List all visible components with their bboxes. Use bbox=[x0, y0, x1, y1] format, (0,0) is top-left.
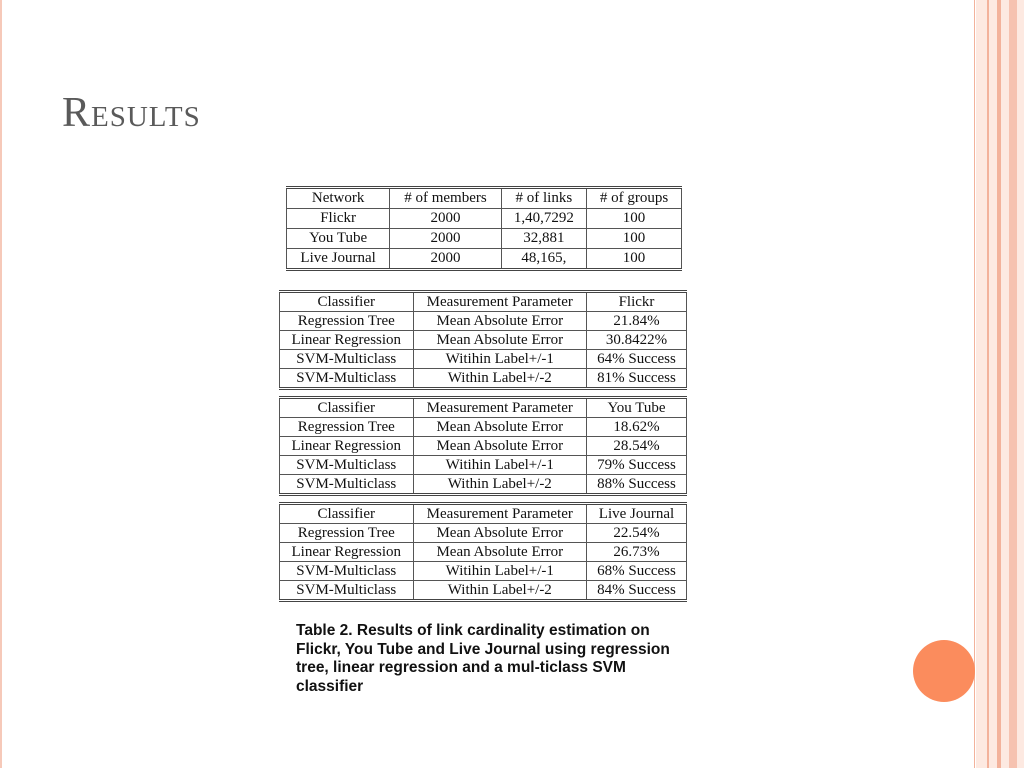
decorative-circle bbox=[913, 640, 975, 702]
table-cell: SVM-Multiclass bbox=[280, 350, 414, 369]
table-header-row bbox=[280, 398, 687, 418]
table-row bbox=[280, 350, 687, 369]
table-cell: 22.54% bbox=[587, 524, 687, 543]
table-row bbox=[280, 312, 687, 331]
table-cell: SVM-Multiclass bbox=[280, 581, 414, 601]
table-row bbox=[280, 456, 687, 475]
table-cell: 30.8422% bbox=[587, 331, 687, 350]
table-cell: 81% Success bbox=[587, 369, 687, 389]
table-cell: 1,40,7292 bbox=[501, 209, 586, 229]
header-cell: Measurement Parameter bbox=[413, 398, 586, 418]
table-header-row bbox=[280, 504, 687, 524]
table-row bbox=[280, 543, 687, 562]
table-row bbox=[287, 209, 682, 229]
table-cell: 28.54% bbox=[587, 437, 687, 456]
table-cell: Mean Absolute Error bbox=[413, 331, 586, 350]
table-cell: 2000 bbox=[390, 249, 502, 270]
header-cell: Live Journal bbox=[587, 504, 687, 524]
header-cell: # of members bbox=[390, 188, 502, 209]
header-cell: Classifier bbox=[280, 398, 414, 418]
table-cell: Mean Absolute Error bbox=[413, 524, 586, 543]
table-cell: 32,881 bbox=[501, 229, 586, 249]
table-cell: Linear Regression bbox=[280, 437, 414, 456]
table-cell: Mean Absolute Error bbox=[413, 418, 586, 437]
table-cell: 79% Success bbox=[587, 456, 687, 475]
table-cell: Linear Regression bbox=[280, 543, 414, 562]
table-cell: 100 bbox=[586, 229, 681, 249]
table-cell: 2000 bbox=[390, 229, 502, 249]
header-cell: You Tube bbox=[587, 398, 687, 418]
table-cell: SVM-Multiclass bbox=[280, 562, 414, 581]
header-cell: # of groups bbox=[586, 188, 681, 209]
table-cell: 88% Success bbox=[587, 475, 687, 495]
flickr-results-table bbox=[279, 290, 687, 390]
table-cell: 84% Success bbox=[587, 581, 687, 601]
table-cell: SVM-Multiclass bbox=[280, 456, 414, 475]
table-cell: Mean Absolute Error bbox=[413, 312, 586, 331]
table-row bbox=[280, 581, 687, 601]
table-cell: Mean Absolute Error bbox=[413, 543, 586, 562]
table-cell: You Tube bbox=[287, 229, 390, 249]
table-caption: Table 2. Results of link cardinality estimation on Flickr, You Tube and Live Journal using regression tree, linear regression and a mul-ticlass SVM classifier bbox=[296, 622, 670, 695]
table-row bbox=[280, 524, 687, 543]
table-cell: 26.73% bbox=[587, 543, 687, 562]
table-cell: 2000 bbox=[390, 209, 502, 229]
table-row bbox=[280, 562, 687, 581]
slide-title: Results bbox=[62, 90, 201, 136]
table-cell: Regression Tree bbox=[280, 524, 414, 543]
table-cell: 18.62% bbox=[587, 418, 687, 437]
table-cell: SVM-Multiclass bbox=[280, 475, 414, 495]
network-stats-table bbox=[286, 186, 682, 271]
table-row bbox=[287, 249, 682, 270]
table-cell: SVM-Multiclass bbox=[280, 369, 414, 389]
table-cell: Flickr bbox=[287, 209, 390, 229]
table-cell: Linear Regression bbox=[280, 331, 414, 350]
header-cell: Measurement Parameter bbox=[413, 504, 586, 524]
decorative-stripes bbox=[974, 0, 1024, 768]
header-cell: Flickr bbox=[587, 292, 687, 312]
table-cell: 21.84% bbox=[587, 312, 687, 331]
table-cell: Within Label+/-2 bbox=[413, 369, 586, 389]
table-cell: 100 bbox=[586, 209, 681, 229]
table-cell: Within Label+/-2 bbox=[413, 581, 586, 601]
table-row bbox=[280, 331, 687, 350]
livejournal-results-table bbox=[279, 502, 687, 602]
table-row bbox=[287, 229, 682, 249]
table-cell: 48,165, bbox=[501, 249, 586, 270]
header-cell: Classifier bbox=[280, 292, 414, 312]
table-header-row bbox=[280, 292, 687, 312]
table-cell: Witihin Label+/-1 bbox=[413, 456, 586, 475]
table-cell: Regression Tree bbox=[280, 418, 414, 437]
table-cell: Live Journal bbox=[287, 249, 390, 270]
table-cell: 100 bbox=[586, 249, 681, 270]
table-cell: 68% Success bbox=[587, 562, 687, 581]
table-cell: Mean Absolute Error bbox=[413, 437, 586, 456]
header-cell: Classifier bbox=[280, 504, 414, 524]
table-row bbox=[280, 475, 687, 495]
table-cell: 64% Success bbox=[587, 350, 687, 369]
youtube-results-table bbox=[279, 396, 687, 496]
table-row bbox=[280, 437, 687, 456]
table-header-row bbox=[287, 188, 682, 209]
table-cell: Witihin Label+/-1 bbox=[413, 350, 586, 369]
table-row bbox=[280, 369, 687, 389]
table-cell: Within Label+/-2 bbox=[413, 475, 586, 495]
header-cell: Measurement Parameter bbox=[413, 292, 586, 312]
header-cell: # of links bbox=[501, 188, 586, 209]
header-cell: Network bbox=[287, 188, 390, 209]
table-cell: Regression Tree bbox=[280, 312, 414, 331]
table-row bbox=[280, 418, 687, 437]
table-cell: Witihin Label+/-1 bbox=[413, 562, 586, 581]
